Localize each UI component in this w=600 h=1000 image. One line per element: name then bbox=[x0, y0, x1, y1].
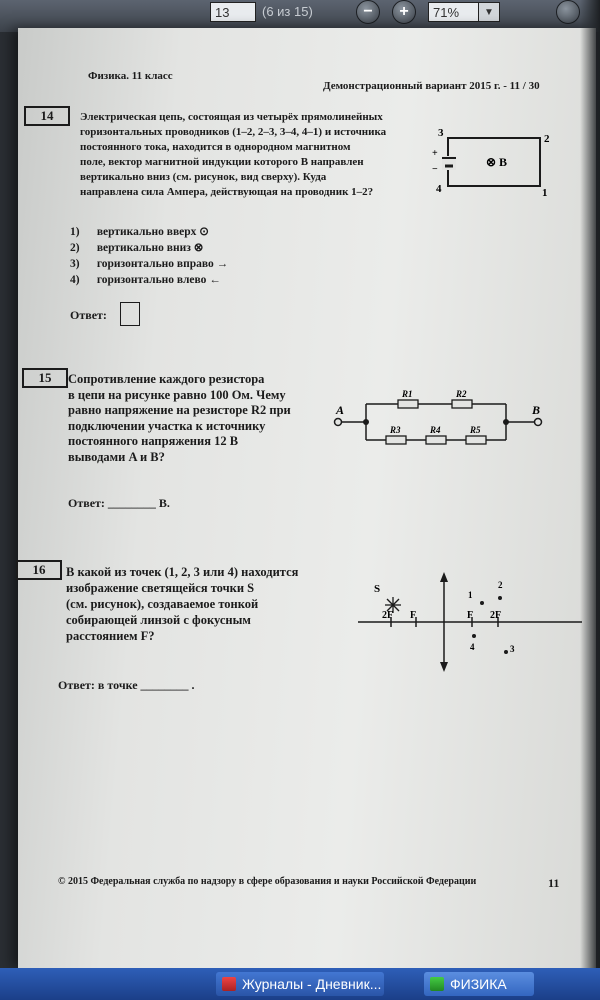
point-2-label: 2 bbox=[498, 580, 503, 590]
question-15-number: 15 bbox=[22, 368, 68, 388]
question-14-options bbox=[70, 224, 228, 288]
minus-terminal-label: − bbox=[432, 164, 438, 175]
question-16-text: В какой из точек (1, 2, 3 или 4) находится изображение светящейся точки S (см. рисунок), создаваемое тонкой собирающей линзой с фокусным расстоянием F? bbox=[66, 565, 299, 643]
focus-2F-right-label: 2F bbox=[490, 610, 502, 621]
resistor-R1-label: R1 bbox=[402, 389, 413, 399]
question-16-answer-line[interactable]: Ответ: в точке ________ . bbox=[58, 678, 195, 692]
magnetic-field-label: ⊗ B bbox=[486, 155, 508, 169]
screen-edge-shadow bbox=[580, 0, 600, 1000]
resistor-circuit-figure bbox=[326, 388, 548, 462]
page-count-label: (6 из 15) bbox=[262, 4, 313, 19]
question-14-answer-label: Ответ: bbox=[70, 308, 107, 322]
focus-F-right-label: F bbox=[467, 610, 474, 621]
resistor-R5-label: R5 bbox=[470, 425, 481, 435]
taskbar-item-physics[interactable]: ФИЗИКА bbox=[424, 972, 534, 996]
terminal-A-label: A bbox=[336, 403, 345, 417]
node-2-label: 2 bbox=[544, 133, 550, 145]
option-2: 2) вертикально вниз ⊗ bbox=[70, 242, 204, 254]
point-1-label: 1 bbox=[468, 590, 473, 600]
source-S-label: S bbox=[374, 583, 381, 595]
plus-terminal-label: + bbox=[432, 148, 438, 159]
resistor-R2-label: R2 bbox=[456, 389, 467, 399]
node-1-label: 1 bbox=[542, 187, 548, 198]
page-number-field[interactable]: 13 bbox=[210, 2, 256, 22]
resistor-R3-label: R3 bbox=[390, 425, 401, 435]
zoom-level-field[interactable]: 71% bbox=[428, 2, 480, 22]
option-4: 4) горизонтально влево ← bbox=[70, 274, 221, 286]
footer-copyright: © 2015 Федеральная служба по надзору в сфере образования и науки Российской Федерации bbox=[58, 876, 477, 887]
lens-diagram-figure bbox=[354, 568, 584, 674]
zoom-out-button[interactable]: − bbox=[356, 0, 380, 24]
question-14-answer-box[interactable] bbox=[120, 302, 140, 326]
taskbar bbox=[0, 968, 600, 1000]
document-page bbox=[18, 28, 596, 968]
footer-page-number: 11 bbox=[548, 876, 560, 890]
question-15-text: Сопротивление каждого резистора в цепи на рисунке равно 100 Ом. Чему равно напряжение на резисторе R2 при подключении участка к источнику постоянного напряжения 12 В выводами A и B? bbox=[68, 372, 291, 464]
browser-icon bbox=[222, 977, 236, 991]
header-subject: Физика. 11 класс bbox=[88, 70, 173, 82]
point-3-label: 3 bbox=[510, 644, 515, 654]
node-3-label: 3 bbox=[438, 128, 444, 139]
option-1: 1) вертикально вверх ⊙ bbox=[70, 226, 209, 238]
question-15-answer-line[interactable]: Ответ: ________ В. bbox=[68, 496, 170, 510]
document-viewer-icon bbox=[430, 977, 444, 991]
circuit-14-figure bbox=[430, 128, 550, 198]
focus-2F-left-label: 2F bbox=[382, 610, 394, 621]
focus-F-left-label: F bbox=[410, 610, 417, 621]
zoom-dropdown-chevron-icon[interactable]: ▼ bbox=[478, 2, 500, 22]
terminal-B-label: B bbox=[532, 403, 541, 417]
resistor-R4-label: R4 bbox=[430, 425, 441, 435]
fit-page-button[interactable] bbox=[556, 0, 580, 24]
question-14-number: 14 bbox=[24, 106, 70, 126]
question-14-text: Электрическая цепь, состоящая из четырёх прямолинейных горизонтальных проводников (1–2, 2–3, 3–4, 4–1) и источника постоянного тока, находится в однородном магнитном поле, вектор магнитной индукции которого B направлен вертикально вниз (см. рисунок, вид сверху). Куда направлена сила Ампера, действующая на проводник 1–2? bbox=[80, 111, 387, 198]
option-3: 3) горизонтально вправо → bbox=[70, 258, 229, 270]
node-4-label: 4 bbox=[436, 183, 442, 195]
header-variant: Демонстрационный вариант 2015 г. - 11 / 30 bbox=[323, 80, 540, 92]
zoom-in-button[interactable]: + bbox=[392, 0, 416, 24]
point-4-label: 4 bbox=[470, 642, 475, 652]
taskbar-item-journals[interactable]: Журналы - Дневник... bbox=[216, 972, 384, 996]
question-16-number: 16 bbox=[16, 560, 62, 580]
